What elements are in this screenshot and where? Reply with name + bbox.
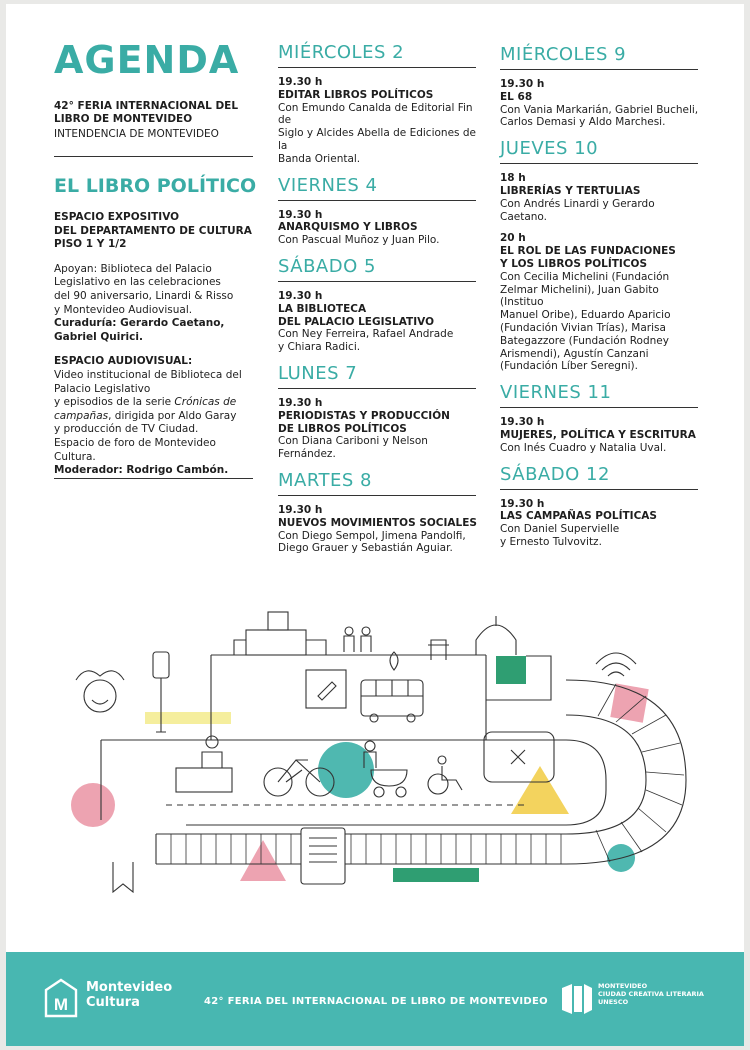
- audiovisual-line: campañas, dirigida por Aldo Garay: [54, 409, 237, 422]
- event-title: EDITAR LIBROS POLÍTICOS: [278, 88, 434, 101]
- unesco-literary-city-logo-icon: [560, 982, 594, 1016]
- fair-name-line: 42° FERIA INTERNACIONAL DEL: [54, 100, 239, 112]
- logo-text: [86, 980, 172, 1010]
- moderator-line: Moderador: Rodrigo Cambón.: [54, 464, 229, 477]
- event-title: LIBRERÍAS Y TERTULIAS: [500, 184, 641, 197]
- pink-triangle: [240, 840, 286, 881]
- green-bar: [393, 868, 479, 882]
- event-description: Con Diego Sempol, Jimena Pandolfi,: [278, 529, 466, 542]
- divider: [54, 478, 253, 479]
- event-time: 19.30 h: [500, 78, 545, 90]
- event-title: DE LIBROS POLÍTICOS: [278, 422, 407, 435]
- event-description: Con Emundo Canalda de Editorial Fin de: [278, 101, 473, 127]
- day-heading: MARTES 8: [278, 470, 476, 496]
- event-title: LAS CAMPAÑAS POLÍTICAS: [500, 510, 657, 523]
- day-heading: SÁBADO 12: [500, 464, 698, 490]
- agenda-page: [6, 4, 744, 1046]
- event-time: 19.30 h: [278, 396, 323, 409]
- exhibit-support-line: y Montevideo Audiovisual.: [54, 303, 193, 316]
- events-column-right: [500, 44, 700, 558]
- audiovisual-heading: ESPACIO AUDIOVISUAL:: [54, 355, 193, 368]
- unesco-line: MONTEVIDEO: [598, 982, 648, 990]
- event-title: MUJERES, POLÍTICA Y ESCRITURA: [500, 428, 696, 441]
- event-description: Diego Grauer y Sebastián Aguiar.: [278, 542, 453, 555]
- divider: [54, 156, 253, 157]
- audiovisual-line: Espacio de foro de Montevideo Cultura.: [54, 436, 216, 463]
- event-title: NUEVOS MOVIMIENTOS SOCIALES: [278, 516, 477, 529]
- day-block: [500, 138, 700, 373]
- pink-circle: [71, 783, 115, 827]
- theme-title: EL LIBRO POLÍTICO: [54, 175, 257, 197]
- event-description: y Chiara Radici.: [278, 341, 361, 354]
- event-time: 19.30 h: [278, 503, 323, 516]
- event-title: EL ROL DE LAS FUNDACIONES: [500, 245, 676, 258]
- unesco-text: [598, 982, 704, 1006]
- svg-text:M: M: [53, 995, 69, 1014]
- event-time: 19.30 h: [500, 416, 545, 429]
- event-item: [278, 504, 478, 555]
- events-column-middle: [278, 42, 478, 564]
- event-item: [278, 209, 478, 247]
- event-description: Carlos Demasi y Aldo Marchesi.: [500, 116, 666, 129]
- event-time: 19.30 h: [278, 208, 323, 221]
- audiovisual-line: Palacio Legislativo: [54, 382, 151, 395]
- day-block: [278, 256, 478, 354]
- agenda-title: AGENDA: [54, 38, 240, 82]
- event-item: [278, 290, 478, 354]
- day-block: [278, 470, 478, 555]
- footer: [6, 952, 744, 1046]
- day-block: [278, 42, 478, 166]
- day-block: [500, 44, 700, 129]
- day-block: [278, 175, 478, 247]
- event-item: [500, 416, 700, 454]
- footer-fair-name: 42° FERIA DEL INTERNACIONAL DE LIBRO DE MONTEVIDEO: [204, 996, 548, 1007]
- event-item: [500, 232, 700, 373]
- yellow-triangle: [511, 766, 569, 814]
- curator-line: Curaduría: Gerardo Caetano,: [54, 317, 225, 330]
- event-time: 19.30 h: [500, 497, 545, 510]
- exhibit-heading: PISO 1 Y 1/2: [54, 238, 127, 251]
- event-time: 20 h: [500, 232, 526, 245]
- event-time: 19.30 h: [278, 76, 323, 88]
- event-title: PERIODISTAS Y PRODUCCIÓN: [278, 409, 450, 422]
- day-block: [278, 363, 478, 461]
- exhibit-support-line: del 90 aniversario, Linardi & Risso: [54, 289, 234, 302]
- event-description: Con Vania Markarián, Gabriel Bucheli,: [500, 103, 699, 116]
- event-item: [500, 172, 700, 223]
- event-title: LA BIBLIOTECA: [278, 302, 367, 315]
- event-description: y Ernesto Tulvovitz.: [500, 535, 602, 548]
- event-time: 18 h: [500, 172, 526, 185]
- day-heading: MIÉRCOLES 9: [500, 44, 698, 70]
- montevideo-cultura-logo-icon: [44, 978, 78, 1018]
- event-description: Con Cecilia Michelini (Fundación: [500, 270, 670, 283]
- logo-line: Cultura: [86, 995, 140, 1010]
- day-heading: LUNES 7: [278, 363, 476, 389]
- event-item: [278, 397, 478, 461]
- unesco-line: CIUDAD CREATIVA LITERARIA: [598, 990, 704, 998]
- event-description: Con Diana Cariboni y Nelson Fernández.: [278, 435, 428, 461]
- exhibit-heading: ESPACIO EXPOSITIVO: [54, 211, 180, 223]
- day-heading: JUEVES 10: [500, 138, 698, 164]
- audiovisual-line: y episodios de la serie Crónicas de: [54, 396, 237, 409]
- unesco-line: UNESCO: [598, 998, 629, 1006]
- event-description: Arismendi), Agustín Canzani: [500, 347, 649, 360]
- event-description: Bategazzore (Fundación Rodney: [500, 334, 669, 347]
- event-description: (Fundación Líber Seregni).: [500, 360, 638, 373]
- event-description: Con Andrés Linardi y Gerardo Caetano.: [500, 197, 655, 223]
- fair-name-line: LIBRO DE MONTEVIDEO: [54, 113, 193, 125]
- exhibit-support-line: Apoyan: Biblioteca del Palacio: [54, 262, 212, 275]
- event-description: (Fundación Vivian Trías), Marisa: [500, 321, 666, 334]
- exhibit-heading: DEL DEPARTAMENTO DE CULTURA: [54, 224, 252, 237]
- event-title: EL 68: [500, 90, 533, 103]
- event-item: [500, 498, 700, 549]
- green-square: [496, 656, 526, 684]
- event-description: Con Ney Ferreira, Rafael Andrade: [278, 328, 454, 341]
- organizer: INTENDENCIA DE MONTEVIDEO: [54, 128, 219, 140]
- event-time: 19.30 h: [278, 289, 323, 302]
- city-illustration: [6, 600, 744, 910]
- event-description: Con Pascual Muñoz y Juan Pilo.: [278, 234, 440, 247]
- fair-name: [54, 100, 254, 126]
- logo-line: Montevideo: [86, 980, 173, 995]
- curator-line: Gabriel Quirici.: [54, 330, 143, 343]
- exhibit-support-line: Legislativo en las celebraciones: [54, 276, 221, 289]
- day-heading: MIÉRCOLES 2: [278, 42, 476, 68]
- exhibit-block: [54, 211, 254, 478]
- day-heading: VIERNES 4: [278, 175, 476, 201]
- event-title: DEL PALACIO LEGISLATIVO: [278, 315, 434, 328]
- event-title: ANARQUISMO Y LIBROS: [278, 221, 418, 234]
- event-description: Zelmar Michelini), Juan Gabito (Instituo: [500, 283, 659, 309]
- event-description: Con Daniel Supervielle: [500, 523, 620, 536]
- day-block: [500, 382, 700, 454]
- day-heading: SÁBADO 5: [278, 256, 476, 282]
- yellow-accent: [145, 712, 231, 724]
- event-title: Y LOS LIBROS POLÍTICOS: [500, 257, 648, 270]
- audiovisual-line: Video institucional de Biblioteca del: [54, 368, 242, 381]
- event-item: [278, 76, 478, 166]
- event-description: Banda Oriental.: [278, 152, 361, 165]
- event-description: Manuel Oribe), Eduardo Aparicio: [500, 309, 671, 322]
- day-heading: VIERNES 11: [500, 382, 698, 408]
- audiovisual-line: y producción de TV Ciudad.: [54, 423, 199, 436]
- day-block: [500, 464, 700, 549]
- event-item: [500, 78, 700, 129]
- event-description: Con Inés Cuadro y Natalia Uval.: [500, 441, 667, 454]
- event-description: Siglo y Alcides Abella de Ediciones de la: [278, 127, 476, 152]
